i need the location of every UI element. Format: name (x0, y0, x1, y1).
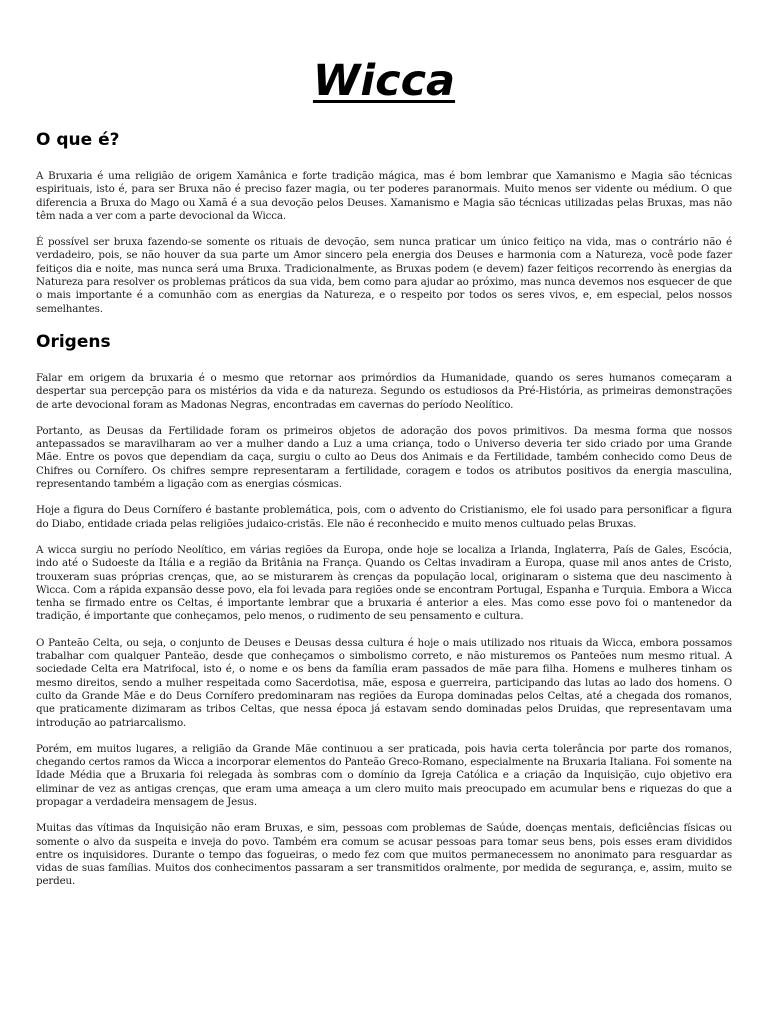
paragraph: A Bruxaria é uma religião de origem Xamânica e forte tradição mágica, mas é bom lembrar que Xamanismo e Magia são técnicas espirituais, isto é, para ser Bruxa não é preciso fazer magia, ou ter poderes paranormais. Muito menos ser vidente ou médium. O que diferencia a Bruxa do Mago ou Xamã é a sua devoção pelos Deuses. Xamanismo e Magia são técnicas utilizadas pelas Bruxas, mas não têm nada a ver com a parte devocional da Wicca. (36, 170, 732, 222)
paragraph: Portanto, as Deusas da Fertilidade foram os primeiros objetos de adoração dos povos primitivos. Da mesma forma que nossos antepassados se maravilharam ao ver a mulher dando a Luz a uma criança, todo o Universo deveria ter sido criado por uma Grande Mãe. Entre os povos que dependiam da caça, surgiu o culto ao Deus dos Animais e da Fertilidade, também conhecido como Deus de Chifres ou Cornífero. Os chifres sempre representaram a fertilidade, coragem e todos os atributos positivos da energia masculina, representando também a ligação com as energias cósmicas. (36, 424, 732, 491)
paragraph: Porém, em muitos lugares, a religião da Grande Mãe continuou a ser praticada, pois havia certa tolerância por parte dos romanos, chegando certos ramos da Wicca a incorporar elementos do Panteão Greco-Romano, especialmente na Bruxaria Italiana. Foi somente na Idade Média que a Bruxaria foi relegada às sombras com o domínio da Igreja Católica e a criação da Inquisição, cujo objetivo era eliminar de vez as antigas crenças, que eram uma ameaça a um clero muito mais preocupado em acumular bens e riquezas do que a propagar a verdadeira mensagem de Jesus. (36, 742, 732, 808)
section-heading-origens: Origens (36, 331, 111, 352)
document-page (36, 0, 732, 889)
paragraph: É possível ser bruxa fazendo-se somente os rituais de devoção, sem nunca praticar um único feitiço na vida, mas o contrário não é verdadeiro, pois, se não houver da sua parte um Amor sincero pela energia dos Deuses e harmonia com a Natureza, você pode fazer feitiços dia e noite, mas nunca será uma Bruxa. Tradicionalmente, as Bruxas podem (e devem) fazer feitiços recorrendo às energias da Natureza para resolver os problemas práticos da sua vida, bem como para ajudar ao próximo, mas nunca devemos nos esquecer de que o mais importante é a comunhão com as energias da Natureza, e o respeito por todos os seres vivos, e, em especial, pelos nossos semelhantes. (36, 236, 732, 315)
section-heading-o-que-e: O que é? (36, 130, 120, 150)
paragraph: A wicca surgiu no período Neolítico, em várias regiões da Europa, onde hoje se localiza a Irlanda, Inglaterra, País de Gales, Escócia, indo até o Sudoeste da Itália e a região da Britânia na França. Quando os Celtas invadiram a Europa, quase mil anos antes de Cristo, trouxeram suas próprias crenças, que, ao se misturarem às crenças da população local, originaram o sistema que deu nascimento à Wicca. Com a rápida expansão desse povo, ela foi levada para regiões onde se encontram Portugal, Espanha e Turquia. Embora a Wicca tenha se firmado entre os Celtas, é importante lembrar que a bruxaria é anterior a eles. Mas como esse povo foi o mantenedor da tradição, é importante que conheçamos, pelo menos, o rudimento de seu pensamento e cultura. (36, 543, 732, 623)
section-origens (36, 331, 732, 889)
paragraph: Hoje a figura do Deus Cornífero é bastante problemática, pois, com o advento do Cristianismo, ele foi usado para personificar a figura do Diabo, entidade criada pelas religiões judaico-cristãs. Ele não é reconhecido e muito menos cultuado pelas Bruxas. (36, 504, 732, 530)
page-title: Wicca (312, 56, 456, 106)
paragraph: Falar em origem da bruxaria é o mesmo que retornar aos primórdios da Humanidade, quando os seres humanos começaram a despertar sua percepção para os mistérios da vida e da natureza. Segundo os estudiosos da Pré-História, as primeiras demonstrações de arte devocional foram as Madonas Negras, encontradas em cavernas do período Neolítico. (36, 371, 732, 411)
paragraph: O Panteão Celta, ou seja, o conjunto de Deuses e Deusas dessa cultura é hoje o mais utilizado nos rituais da Wicca, embora possamos trabalhar com qualquer Panteão, desde que conheçamos o simbolismo correto, e não misturemos os Panteões num mesmo ritual. A sociedade Celta era Matrifocal, isto é, o nome e os bens da família eram passados de mãe para filha. Homens e mulheres tinham os mesmo direitos, sendo a mulher respeitada como Sacerdotisa, mãe, esposa e guerreira, participando das lutas ao lado dos homens. O culto da Grande Mãe e do Deus Cornífero predominaram nas regiões da Europa dominadas pelos Celtas, até a chegada dos romanos, que praticamente dizimaram as tribos Celtas, que nessa época já estavam sendo dominadas pelos Druidas, que representavam uma introdução ao patriarcalismo. (36, 636, 732, 729)
section-o-que-e (36, 129, 732, 316)
paragraph: Muitas das vítimas da Inquisição não eram Bruxas, e sim, pessoas com problemas de Saúde, doenças mentais, deficiências físicas ou somente o alvo da suspeita e inveja do povo. Também era comum se acusar pessoas para tomar seus bens, pois esses eram divididos entre os inquisidores. Durante o tempo das fogueiras, o medo fez com que muitos permanecessem no anonimato para resguardar as vidas de suas famílias. Muitos dos conhecimentos passaram a ser transmitidos oralmente, por medida de segurança, e, assim, muito se perdeu. (36, 822, 732, 888)
